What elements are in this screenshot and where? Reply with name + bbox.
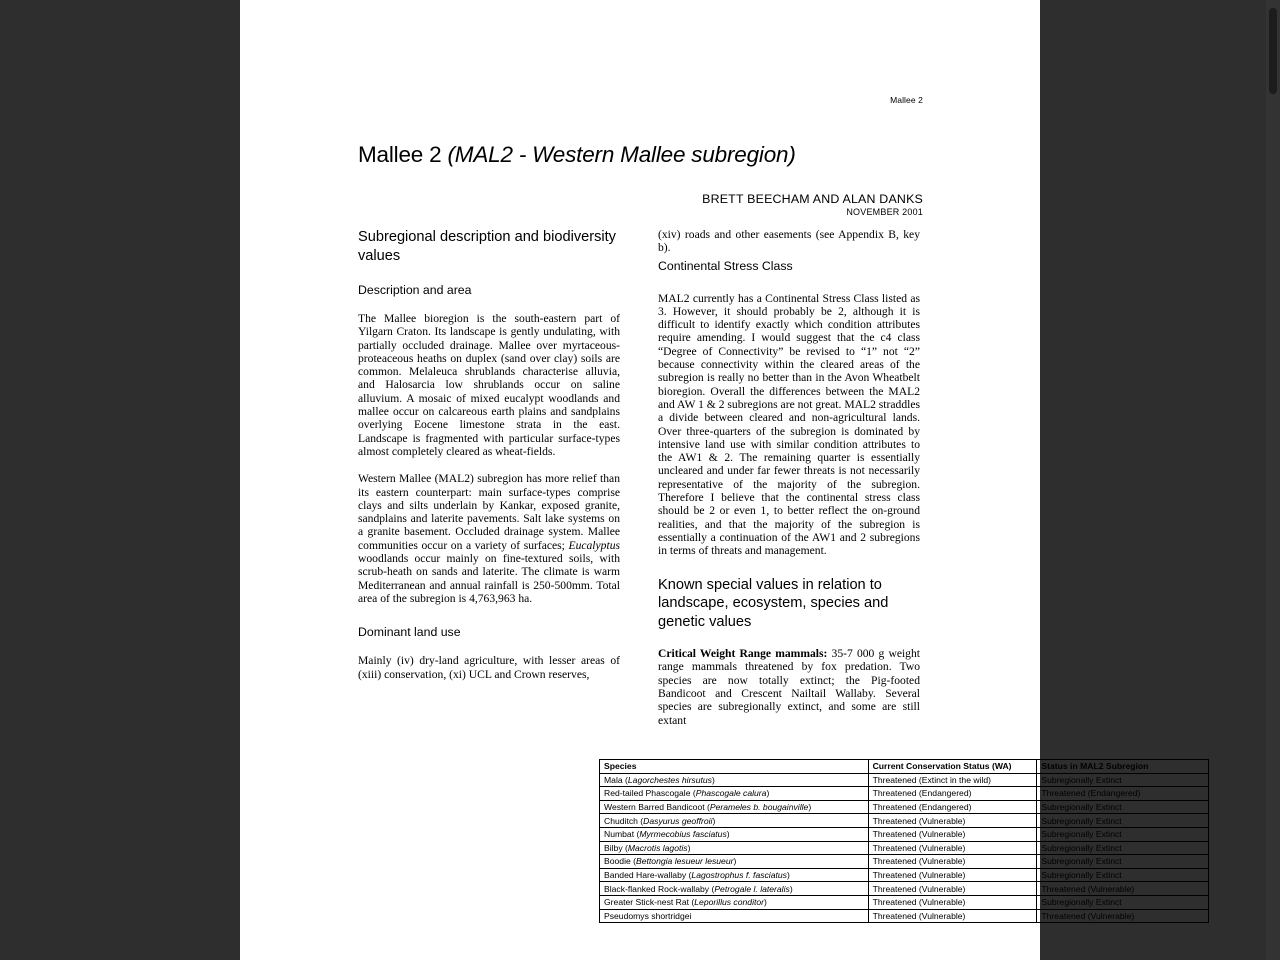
byline-date: NOVEMBER 2001 [846,207,923,217]
species-status-table [599,759,1209,923]
species-scientific-name: Phascogale calura [695,788,767,799]
table-row [600,773,1209,787]
title-subtitle: (MAL2 - Western Mallee subregion) [447,142,796,167]
cell-status-in-mal2-subregion: Subregionally Extinct [1037,841,1209,855]
cell-status-in-mal2-subregion: Subregionally Extinct [1037,868,1209,882]
cell-current-conservation-status: Threatened (Endangered) [868,800,1037,814]
cell-current-conservation-status: Threatened (Vulnerable) [868,827,1037,841]
left-subheading-description-and-area: Description and area [358,283,472,297]
cell-status-in-mal2-subregion: Threatened (Vulnerable) [1037,909,1209,923]
species-name-close-paren: ) [733,856,737,867]
species-name-close-paren: ) [786,870,790,881]
spacer [658,631,920,647]
scrollbar-thumb[interactable] [1269,8,1277,94]
species-name-close-paren: ) [711,774,715,785]
species-scientific-name: Perameles b. bougainville [709,802,809,813]
cell-species [600,800,869,814]
cell-status-in-mal2-subregion: Subregionally Extinct [1037,800,1209,814]
species-common-name: Chuditch ( [604,815,644,826]
species-common-name: Boodie ( [604,856,637,867]
table-row [600,855,1209,869]
left-section-heading: Subregional description and biodiversity values [358,229,616,264]
table-header [600,760,1209,774]
spacer [358,605,620,625]
left-paragraph-2-part-b: woodlands occur mainly on fine-textured soils, with scrub-heath on sands and laterite. The climate is warm Mediterranean and annual rainfall is 250-500mm. Total area of the subregion is 4,763,963 ha. [358,552,620,605]
species-scientific-name: Macrotis lagotis [627,842,688,853]
cell-status-in-mal2-subregion: Subregionally Extinct [1037,855,1209,869]
byline [702,192,923,217]
right-paragraph-0: (xiv) roads and other easements (see Appendix B, key b). [658,228,920,255]
left-paragraph-2-part-a: Western Mallee (MAL2) subregion has more relief than its eastern counterpart: main surface-types comprise clays and silts underlain by Kankar, exposed granite, sandplains and laterite pavements. Salt lake systems on a granite basement. Occluded drainage system. Mallee communities occur on a variety of surfaces; [358,472,620,552]
cell-current-conservation-status: Threatened (Endangered) [868,787,1037,801]
spacer [358,298,620,312]
species-name-close-paren: ) [764,897,767,908]
cell-current-conservation-status: Threatened (Vulnerable) [868,814,1037,828]
table-header-row [600,760,1209,774]
spacer [358,458,620,472]
species-common-name: Western Barred Bandicoot ( [604,802,710,813]
cell-current-conservation-status: Threatened (Vulnerable) [868,882,1037,896]
right-subheading-continental-stress-class: Continental Stress Class [658,258,793,273]
cell-current-conservation-status: Threatened (Vulnerable) [868,841,1037,855]
cell-status-in-mal2-subregion: Threatened (Vulnerable) [1037,882,1209,896]
species-common-name: Black-flanked Rock-wallaby ( [604,883,715,894]
cell-species [600,855,869,869]
cell-status-in-mal2-subregion: Subregionally Extinct [1037,773,1209,787]
cell-species [600,868,869,882]
species-name-close-paren: ) [726,829,730,840]
vertical-scrollbar[interactable] [1266,0,1280,960]
table-row [600,841,1209,855]
spacer [658,274,920,292]
right-column [658,228,920,727]
cell-current-conservation-status: Threatened (Vulnerable) [868,868,1037,882]
cell-species [600,841,869,855]
right-paragraph-1: MAL2 currently has a Continental Stress Class listed as 3. However, it should probably be 2, although it is difficult to identify exactly which condition attributes require amending. I would suggest that the c4 class “Degree of Connectivity” be revised to “1” not “2” because connectivity within the cleared areas of the subregion is really no better than in the Avon Wheatbelt bioregion. Overall the differences between the MAL2 and AW 1 & 2 subregions are not great. MAL2 straddles a divide between cleared and non-agricultural lands. Over three-quarters of the subregion is dominated by intensive land use with similar condition attributes to the AW1 & 2. The remaining quarter is essentially uncleared and under far fewer threats is not necessarily representative of the majority of the subregion. Therefore I believe that the continental stress class should be 2 or even 1, to better reflect the on-ground realities, and that the majority of the subregion is essentially a continuation of the AW1 and 2 subregions in terms of threats and management. [658,291,920,558]
cell-species [600,773,869,787]
right-paragraph-2-lead-in: Critical Weight Range mammals: [658,647,828,661]
running-head: Mallee 2 [890,95,923,105]
byline-authors: BRETT BEECHAM AND ALAN DANKS [702,192,923,206]
spacer [358,640,620,654]
cell-current-conservation-status: Threatened (Vulnerable) [868,855,1037,869]
species-common-name: Red-tailed Phascogale ( [604,788,696,799]
cell-species [600,895,869,909]
cell-current-conservation-status: Threatened (Vulnerable) [868,909,1037,923]
species-name-close-paren: ) [712,815,716,826]
species-scientific-name: Lagostrophus f. fasciatus [691,870,787,881]
species-name-close-paren: ) [808,802,812,813]
table-row [600,895,1209,909]
column-header-current-conservation-status: Current Conservation Status (WA) [868,760,1037,774]
species-scientific-name: Petrogale l. lateralis [714,883,790,894]
table-row [600,787,1209,801]
species-common-name: Mala ( [604,774,628,785]
table-row [600,868,1209,882]
table-row [600,814,1209,828]
table-row [600,882,1209,896]
species-name-close-paren: ) [789,883,793,894]
species-scientific-name: Bettongia lesueur lesueur [636,856,734,867]
cell-status-in-mal2-subregion: Threatened (Endangered) [1037,787,1209,801]
right-paragraph-2-rest: 35-7 000 g weight range mammals threatened by fox predation. Two species are now totally extinct; the Pig-footed Bandicoot and Crescent Nailtail Wallaby. Several species are subregionally extinct, and some are still extant [658,647,920,727]
cell-species [600,882,869,896]
page-title [358,142,796,168]
table-row [600,827,1209,841]
species-common-name: Numbat ( [604,829,640,840]
species-scientific-name: Leporillus conditor [694,897,765,908]
cell-species [600,814,869,828]
cell-species [600,787,869,801]
species-common-name: Bilby ( [604,842,628,853]
column-header-status-in-mal2-subregion: Status in MAL2 Subregion [1037,760,1209,774]
title-main: Mallee 2 [358,142,448,167]
left-column [358,228,620,681]
cell-current-conservation-status: Threatened (Vulnerable) [868,895,1037,909]
species-scientific-name: Lagorchestes hirsutus [627,774,712,785]
species-scientific-name: Myrmecobius fasciatus [639,829,727,840]
spacer [358,265,620,283]
left-paragraph-2 [358,472,620,605]
table-body [600,773,1209,923]
left-subheading-dominant-land-use: Dominant land use [358,625,461,640]
species-scientific-name: Dasyurus geoffroii [643,815,713,826]
left-paragraph-2-genus: Eucalyptus [568,538,620,552]
species-common-name: Pseudomys shortridgei [604,910,692,921]
left-paragraph-3: Mainly (iv) dry-land agriculture, with lesser areas of (xiii) conservation, (xi) UCL and Crown reserves, [358,654,620,681]
species-common-name: Greater Stick-nest Rat ( [604,897,695,908]
species-name-close-paren: ) [766,788,770,799]
table-row [600,800,1209,814]
species-name-close-paren: ) [687,842,691,853]
document-page [240,0,1149,960]
right-section-heading: Known special values in relation to landscape, ecosystem, species and genetic values [658,576,889,630]
cell-species [600,827,869,841]
cell-species [600,909,869,923]
table-row [600,909,1209,923]
cell-status-in-mal2-subregion: Subregionally Extinct [1037,814,1209,828]
cell-current-conservation-status: Threatened (Extinct in the wild) [868,773,1037,787]
left-paragraph-1: The Mallee bioregion is the south-eastern part of Yilgarn Craton. Its landscape is gently undulating, with partially occluded drainage. Mallee over myrtaceous-proteaceous heaths on duplex (sand over clay) soils are common. Melaleuca shrublands characterise alluvia, and Halosarcia low shrublands occur on saline alluvium. A mosaic of mixed eucalypt woodlands and mallee occur on calcareous earth plains and sandplains overlying Eocene limestone strata in the east. Landscape is fragmented with particular surface-types almost completely cleared as wheat-fields. [358,312,620,458]
column-header-species: Species [600,760,869,774]
cell-status-in-mal2-subregion: Subregionally Extinct [1037,827,1209,841]
species-common-name: Banded Hare-wallaby ( [604,870,692,881]
spacer [658,558,920,576]
cell-status-in-mal2-subregion: Subregionally Extinct [1037,895,1209,909]
right-paragraph-2 [658,647,920,727]
